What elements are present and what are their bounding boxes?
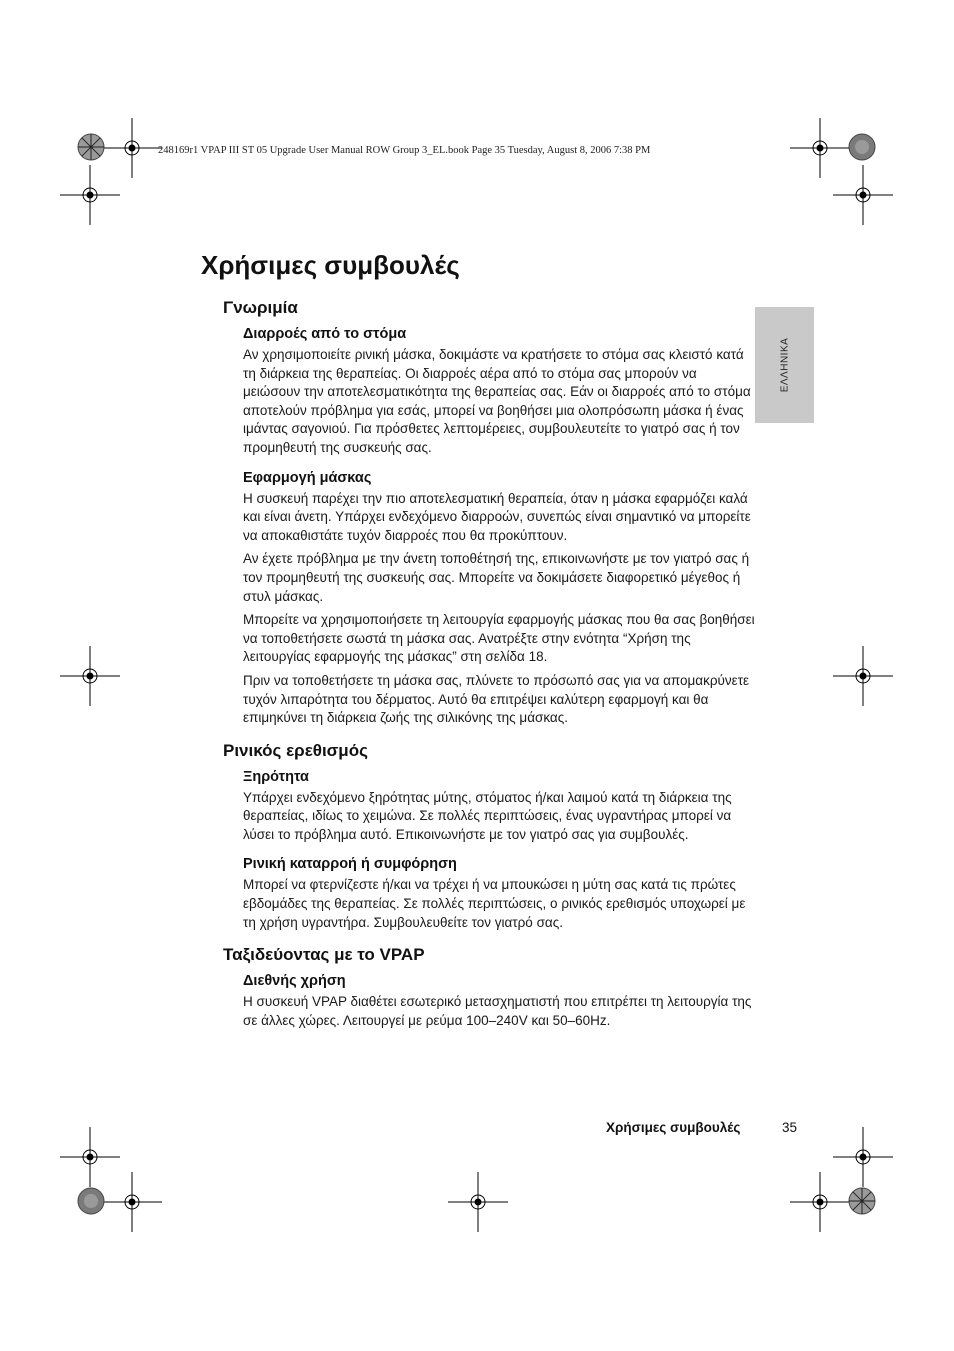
- star-target-icon: [848, 1187, 876, 1215]
- star-target-icon: [848, 133, 876, 161]
- print-header-line: 248169r1 VPAP III ST 05 Upgrade User Manual ROW Group 3_EL.book Page 35 Tuesday, August 8, 2006 7:38 PM: [158, 145, 651, 156]
- block-title: Ρινική καταρροή ή συμφόρηση: [243, 856, 457, 873]
- section-title: Γνωριμία: [223, 298, 298, 317]
- paragraph: Η συσκευή παρέχει την πιο αποτελεσματική θεραπεία, όταν η μάσκα εφαρμόζει καλά και είναι άνετη. Υπάρχει ενδεχόμενο διαρροών, συνεπώς είναι σημαντικό να μπορείτε να αποκαθιστάτε τυχόν διαρροές που θα προκύπτουν.: [243, 490, 751, 543]
- registration-mark-icon: [790, 1172, 850, 1232]
- main-content: [201, 246, 761, 1042]
- registration-mark-icon: [102, 118, 162, 178]
- paragraph: Πριν να τοποθετήσετε τη μάσκα σας, πλύνετε το πρόσωπό σας για να απομακρύνετε τυχόν λιπαρότητα του δέρματος. Αυτό θα επιτρέψει καλύτερη εφαρμογή και θα επιμηκύνει τη διάρκεια ζωής της σιλικόνης της μάσκας.: [243, 672, 750, 726]
- block-title: Διεθνής χρήση: [243, 973, 346, 990]
- page-number: 35: [782, 1120, 798, 1135]
- page-title: Χρήσιμες συμβουλές: [201, 250, 460, 280]
- section-travelling: [201, 944, 761, 1030]
- language-tab-label: ΕΛΛΗΝΙΚΑ: [779, 337, 790, 393]
- section-title: Ρινικός ερεθισμός: [223, 740, 368, 760]
- section-familiarization: [201, 297, 761, 728]
- paragraph: Αν έχετε πρόβλημα με την άνετη τοποθέτησή της, επικοινωνήστε με τον γιατρό σας ή τον προμηθευτή της συσκευής σας. Μπορείτε να δοκιμάσετε διαφορετικό μέγεθος ή στυλ μάσκας.: [243, 551, 750, 604]
- registration-mark-icon: [60, 646, 120, 706]
- paragraph: Αν χρησιμοποιείτε ρινική μάσκα, δοκιμάστε να κρατήσετε το στόμα σας κλειστό κατά τη διάρκεια της θεραπείας. Οι διαρροές αέρα από το στόμα σας μπορούν να μειώσουν την αποτελεσματικότητα της θεραπείας σας. Εάν οι διαρροές από το στόμα αποτελούν πρόβλημα για εσάς, μπορεί να βοηθήσει μια ολοπρόσωπη μάσκα ή ένας ιμάντας σαγονιού. Για πρόσθετες λεπτομέρειες, συμβουλευτείτε το γιατρό σας ή τον προμηθευτή της συσκευής σας.: [243, 347, 751, 455]
- footer-title: Χρήσιμες συμβουλές: [606, 1120, 741, 1135]
- paragraph: Υπάρχει ενδεχόμενο ξηρότητας μύτης, στόματος ή/και λαιμού κατά τη διάρκεια της θεραπείας, ιδίως το χειμώνα. Σε πολλές περιπτώσεις, ένας υγραντήρας μπορεί να λύσει το πρόβλημα αυτό. Επικοινωνήστε με τον γιατρό σας για συμβουλές.: [243, 789, 732, 842]
- block-nasal-congestion: [201, 855, 761, 932]
- registration-mark-icon: [448, 1172, 508, 1232]
- section-title: Ταξιδεύοντας με το VPAP: [223, 945, 425, 965]
- paragraph: Μπορείτε να χρησιμοποιήσετε τη λειτουργία εφαρμογής μάσκας που θα σας βοηθήσει να τοποθετήσετε σωστά τη μάσκα σας. Ανατρέξτε στην ενότητα “Χρήση της λειτουργίας εφαρμογής της μάσκας” στη σελίδα 18.: [243, 612, 755, 665]
- block-title: Εφαρμογή μάσκας: [243, 469, 372, 486]
- paragraph: Μπορεί να φτερνίζεστε ή/και να τρέχει ή να μπουκώσει η μύτη σας κατά τις πρώτες εβδομάδες της θεραπείας. Σε πολλές περιπτώσεις, ο ρινικός ερεθισμός υποχωρεί με τη χρήση υγραντήρα. Συμβουλευθείτε τον γιατρό σας.: [243, 877, 746, 930]
- block-title: Ξηρότητα: [243, 768, 309, 785]
- language-side-tab: [755, 307, 814, 423]
- registration-mark-icon: [102, 1172, 162, 1232]
- block-mask-fit: [201, 469, 761, 728]
- section-nasal-irritation: [201, 740, 761, 933]
- block-dryness: [201, 768, 761, 845]
- registration-mark-icon: [790, 118, 850, 178]
- block-title: Διαρροές από το στόμα: [243, 326, 407, 342]
- block-international-use: [201, 972, 761, 1030]
- block-mouth-leaks: [201, 325, 761, 458]
- registration-mark-icon: [833, 646, 893, 706]
- star-target-icon: [77, 133, 105, 161]
- star-target-icon: [77, 1187, 105, 1215]
- paragraph: Η συσκευή VPAP διαθέτει εσωτερικό μετασχηματιστή που επιτρέπει τη λειτουργία της σε άλλες χώρες. Λειτουργεί με ρεύμα 100–240V και 50–60Hz.: [243, 994, 752, 1028]
